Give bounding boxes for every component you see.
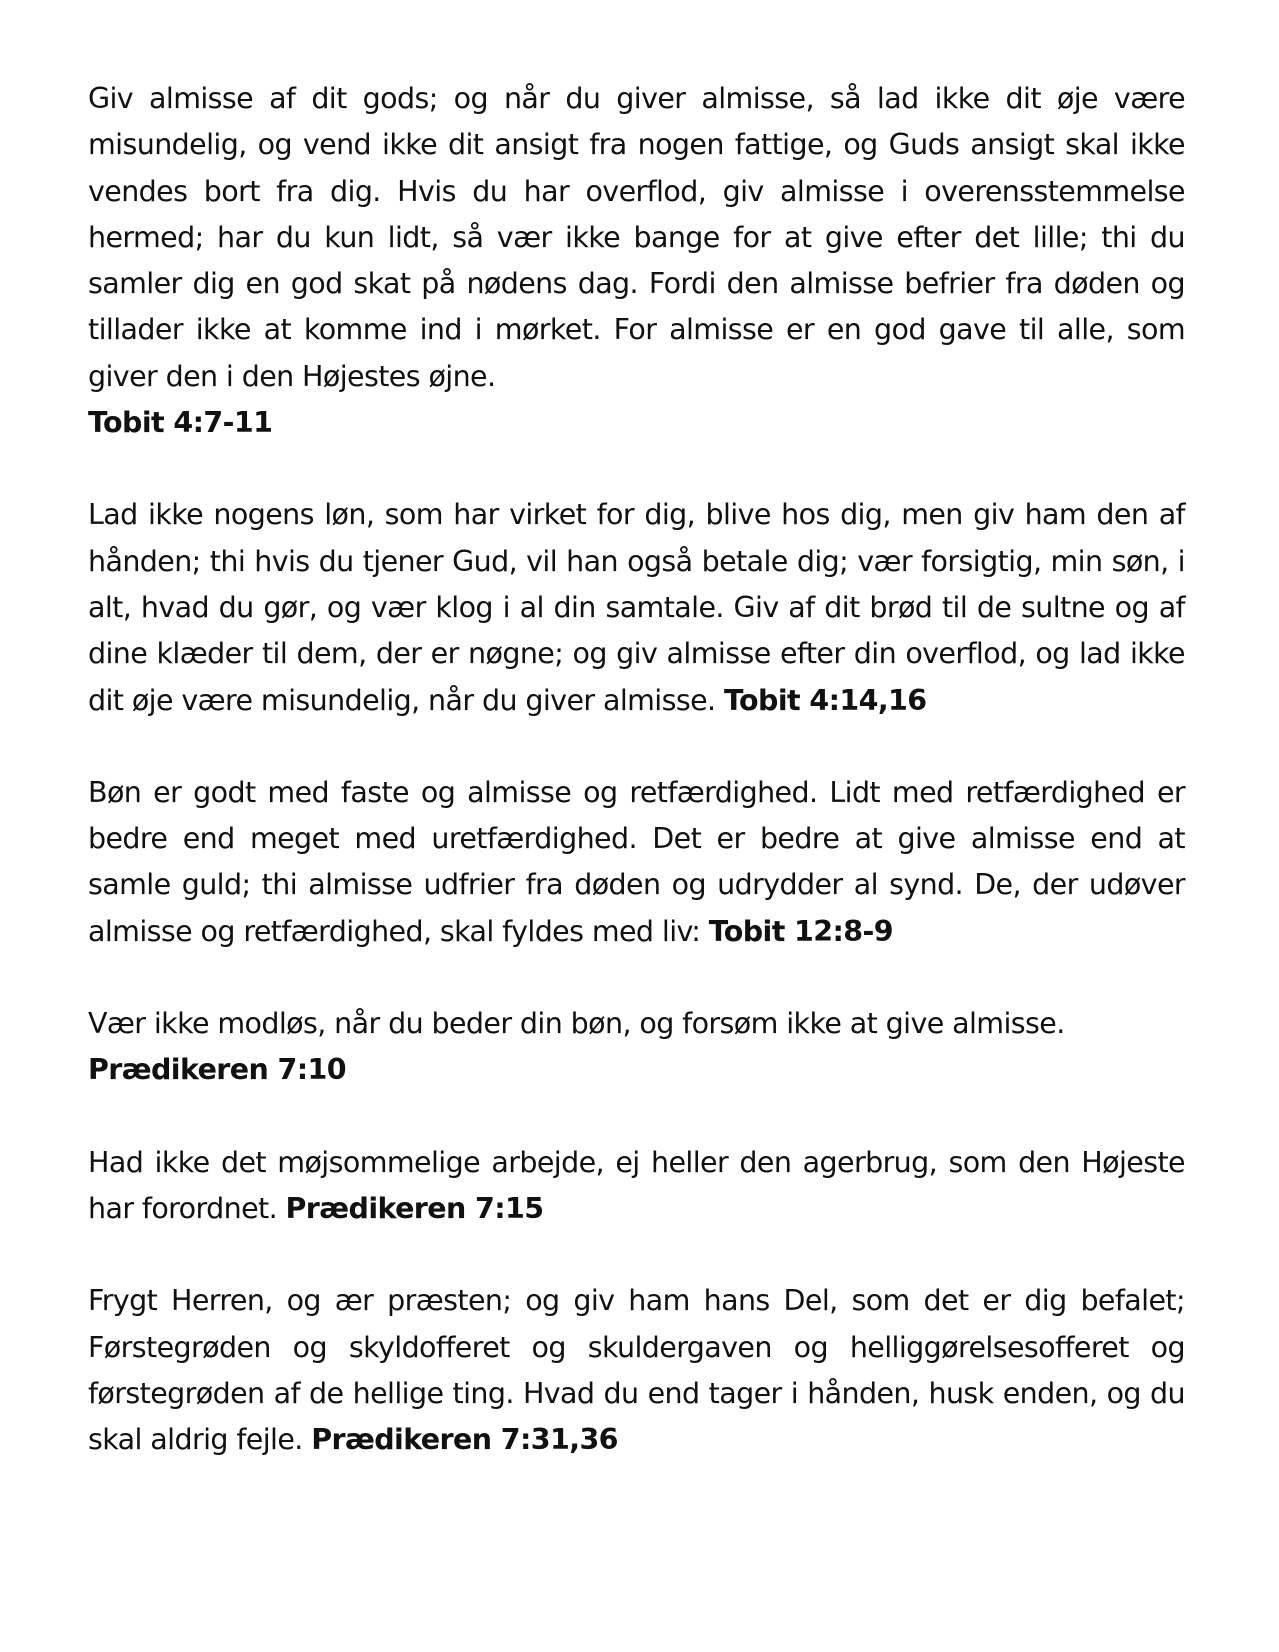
passage-tobit-4-7-11 — [88, 76, 1185, 446]
passage-praedikeren-7-31-36 — [88, 1278, 1185, 1463]
passage-text: Lad ikke nogens løn, som har virket for dig, blive hos dig, men giv ham den af hånden; thi hvis du tjener Gud, vil han også betale dig; vær forsigtig, min søn, i alt, hvad du gør, og vær klog i al din samtale. Giv af dit brød til de sultne og af dine klæder til dem, der er nøgne; og giv almisse efter din overflod, og lad ikke dit øje være misundelig, når du giver almisse. — [88, 498, 1185, 717]
passage-tobit-4-14-16 — [88, 492, 1185, 723]
scripture-reference: Prædikeren 7:15 — [285, 1191, 544, 1225]
scripture-reference: Tobit 12:8-9 — [708, 914, 893, 948]
passage-text: Giv almisse af dit gods; og når du giver almisse, så lad ikke dit øje være misundelig, og vend ikke dit ansigt fra nogen fattige, og Guds ansigt skal ikke vendes bort fra dig. Hvis du har overflod, giv almisse i overensstemmelse hermed; har du kun lidt, så vær ikke bange for at give efter det lille; thi du samler dig en god skat på nødens dag. Fordi den almisse befrier fra døden og tillader ikke at komme ind i mørket. For almisse er en god gave til alle, som giver den i den Højestes øjne. — [88, 82, 1185, 393]
scripture-reference: Prædikeren 7:31,36 — [311, 1423, 618, 1457]
scripture-reference: Prædikeren 7:10 — [88, 1053, 346, 1087]
passage-text: Vær ikke modløs, når du beder din bøn, og forsøm ikke at give almisse. — [88, 1007, 1065, 1041]
passage-tobit-12-8-9 — [88, 770, 1185, 955]
passage-praedikeren-7-10 — [88, 1001, 1185, 1094]
scripture-reference: Tobit 4:14,16 — [723, 683, 927, 717]
passage-text: Bøn er godt med faste og almisse og retfærdighed. Lidt med retfærdighed er bedre end meget med uretfærdighed. Det er bedre at give almisse end at samle guld; thi almisse udfrier fra døden og udrydder al synd. De, der udøver almisse og retfærdighed, skal fyldes med liv: — [88, 775, 1185, 948]
document-page — [88, 76, 1185, 1509]
passage-praedikeren-7-15 — [88, 1140, 1185, 1233]
passage-text: Frygt Herren, og ær præsten; og giv ham hans Del, som det er dig befalet; Førstegrøden og skyldofferet og skuldergaven og helliggørelsesofferet og førstegrøden af de hellige ting. Hvad du end tager i hånden, husk enden, og du skal aldrig fejle. — [88, 1284, 1185, 1457]
passage-text: Had ikke det møjsommelige arbejde, ej heller den agerbrug, som den Højeste har forordnet. — [88, 1145, 1185, 1225]
scripture-reference: Tobit 4:7-11 — [88, 406, 273, 440]
